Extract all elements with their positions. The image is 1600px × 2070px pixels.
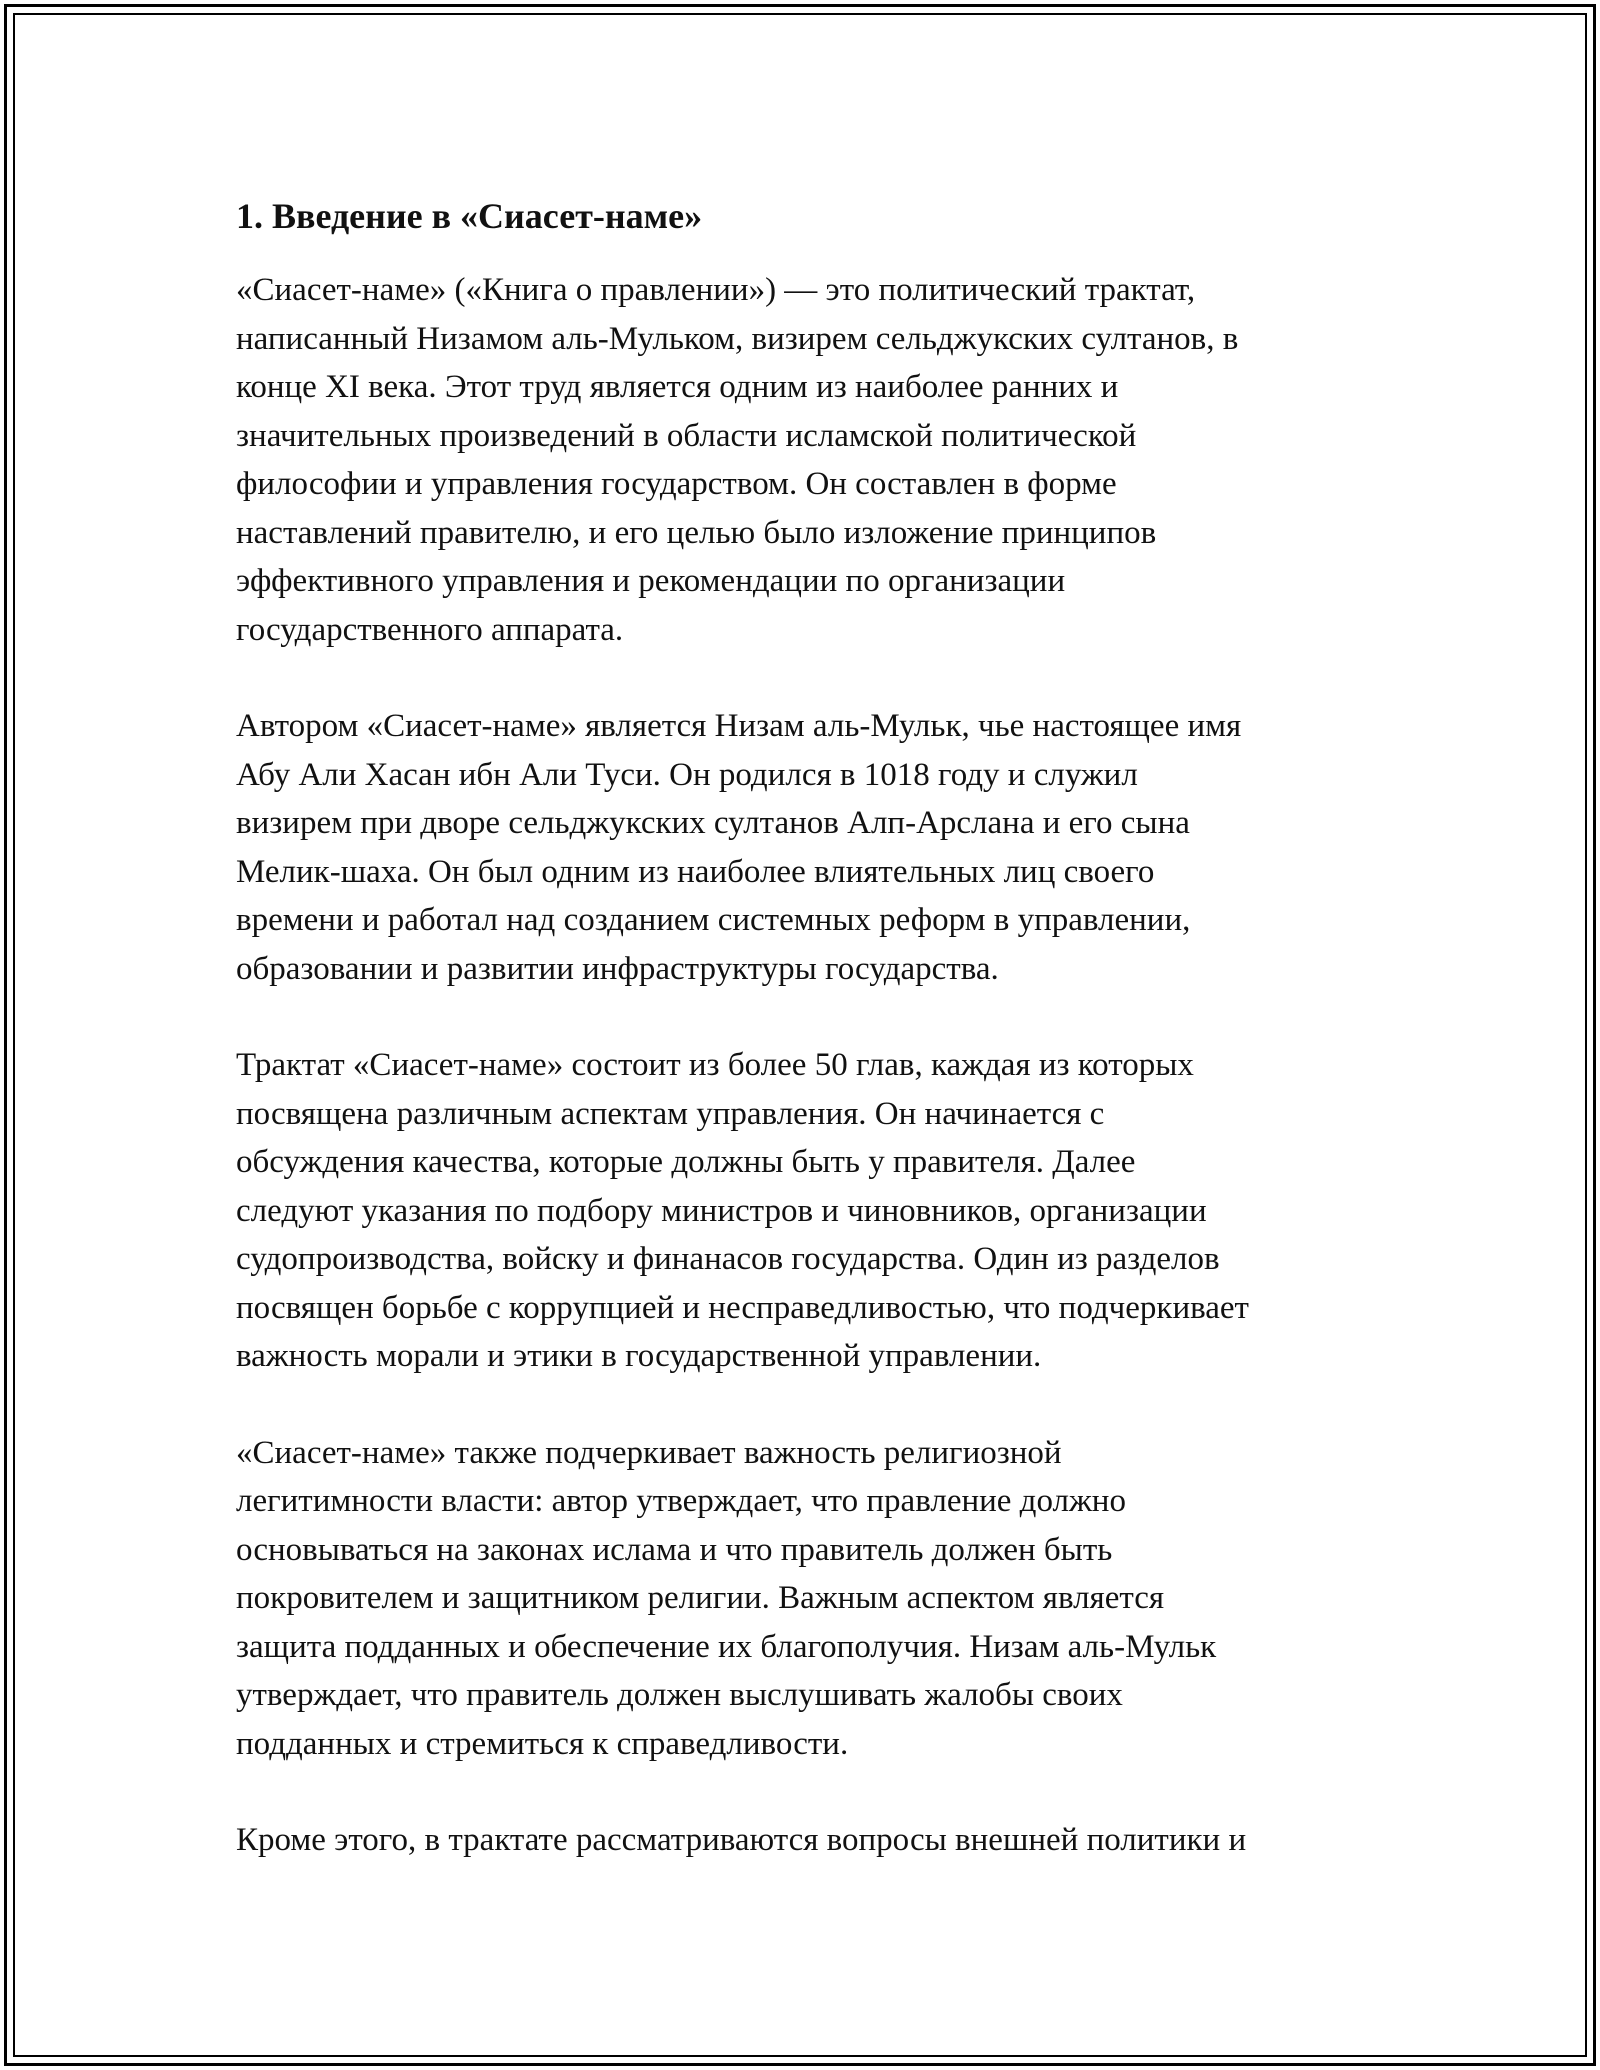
text-line: образовании и развитии инфраструктуры государства.	[236, 950, 999, 987]
text-line: философии и управления государством. Он составлен в форме	[236, 466, 1117, 502]
text-line: важность морали и этики в государственной управлении.	[236, 1338, 1042, 1374]
text-line: судопроизводства, войску и финанасов государства. Один из разделов	[236, 1241, 1220, 1277]
text-line: следуют указания по подбору министров и чиновников, организации	[236, 1192, 1207, 1229]
section-heading: 1. Введение в «Сиасет-наме»	[236, 196, 703, 236]
paragraph-intro	[236, 266, 1376, 654]
text-line: написанный Низамом аль-Мульком, визирем сельджукских султанов, в	[236, 320, 1239, 357]
paragraph-foreign-policy	[236, 1816, 1376, 1865]
text-line: основываться на законах ислама и что правитель должен быть	[236, 1531, 1113, 1568]
paragraph-author	[236, 702, 1376, 993]
paragraph-religion	[236, 1429, 1376, 1769]
text-line: Мелик-шаха. Он был одним из наиболее влиятельных лиц своего	[236, 853, 1155, 890]
text-line: утверждает, что правитель должен выслушивать жалобы своих	[236, 1677, 1123, 1713]
text-line: легитимности власти: автор утверждает, что правление должно	[236, 1483, 1126, 1519]
text-line: посвящен борьбе с коррупцией и несправедливостью, что подчеркивает	[236, 1289, 1249, 1326]
text-line: обсуждения качества, которые должны быть у правителя. Далее	[236, 1144, 1136, 1180]
text-line: государственного аппарата.	[236, 611, 624, 648]
text-line: покровителем и защитником религии. Важным аспектом является	[236, 1580, 1165, 1616]
text-line: времени и работал над созданием системных реформ в управлении,	[236, 902, 1191, 938]
text-line: значительных произведений в области исламской политической	[236, 417, 1137, 454]
text-line: визирем при дворе сельджукских султанов Алп-Арслана и его сына	[236, 805, 1190, 841]
text-line: Автором «Сиасет-наме» является Низам аль-Мульк, чье настоящее имя	[236, 708, 1242, 744]
text-line: подданных и стремиться к справедливости.	[236, 1725, 849, 1762]
document-body	[236, 192, 1376, 1913]
text-line: эффективного управления и рекомендации по организации	[236, 563, 1066, 599]
text-line: Трактат «Сиасет-наме» состоит из более 50 глав, каждая из которых	[236, 1047, 1194, 1083]
text-line: «Сиасет-наме» («Книга о правлении») — это политический трактат,	[236, 272, 1196, 308]
text-line: защита подданных и обеспечение их благополучия. Низам аль-Мульк	[236, 1628, 1217, 1665]
paragraph-structure	[236, 1041, 1376, 1381]
text-line: конце XI века. Этот труд является одним из наиболее ранних и	[236, 369, 1119, 405]
text-line: Абу Али Хасан ибн Али Туси. Он родился в 1018 году и служил	[236, 756, 1138, 793]
text-line: «Сиасет-наме» также подчеркивает важность религиозной	[236, 1434, 1062, 1471]
text-line: посвящена различным аспектам управления. Он начинается с	[236, 1095, 1105, 1132]
text-line: наставлений правителю, и его целью было изложение принципов	[236, 514, 1157, 551]
text-line: Кроме этого, в трактате рассматриваются вопросы внешней политики и	[236, 1822, 1247, 1858]
